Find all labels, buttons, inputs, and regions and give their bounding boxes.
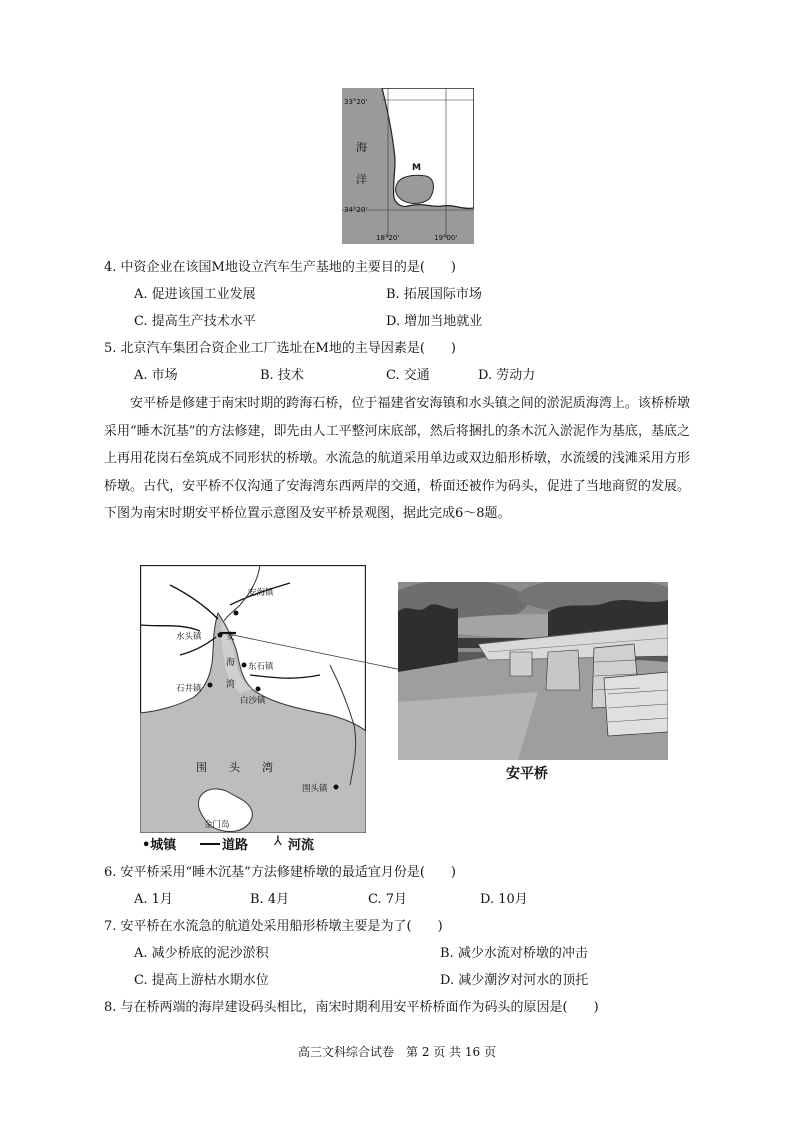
map2-bay-char-1: 安 [226, 632, 236, 642]
passage-anping-bridge: 安平桥是修建于南宋时期的跨海石桥，位于福建省安海镇和水头镇之间的淤泥质海湾上。该桥桥墩采用“睡木沉基”的方法修建，即先由人工平整河床底部，然后将捆扎的条木沉入淤泥作为基底，基底之上再用花岗石垒筑成不同形状的桥墩。水流急的航道采用单边或双边船形桥墩，水流缓的浅滩采用方形桥墩。古代，安平桥不仅沟通了安海湾东西两岸的交通，桥面还被作为码头，促进了当地商贸的发展。下图为南宋时期安平桥位置示意图及安平桥景观图，据此完成6～8题。 [104, 396, 690, 521]
q6-option-d: D. 10月 [480, 892, 528, 907]
page-footer: 高三文科综合试卷 第 2 页 共 16 页 [298, 1045, 496, 1059]
legend-river: 河流 [288, 838, 315, 853]
legend-river-symbol: ⅄ [274, 834, 282, 849]
map2-bay-char-3: 湾 [226, 680, 236, 690]
map2-bay-char-2: 海 [226, 658, 236, 668]
q5-option-d: D. 劳动力 [478, 368, 536, 383]
q4-option-c: C. 提高生产技术水平 [134, 314, 256, 329]
q6-option-c: C. 7月 [368, 892, 408, 907]
legend-road-symbol [200, 843, 220, 845]
q5-stem: 5. 北京汽车集团合资企业工厂选址在M地的主导因素是( ) [104, 341, 456, 356]
map2-jinmen-island: 金门岛 [204, 820, 230, 830]
map1-lon-right: 19°00' [434, 234, 458, 242]
q8-stem: 8. 与在桥两端的海岸建设码头相比，南宋时期利用安平桥桥面作为码头的原因是( ) [104, 1000, 599, 1015]
q5-option-b: B. 技术 [260, 368, 304, 383]
q7-option-c: C. 提高上游枯水期水位 [134, 973, 269, 988]
q6-option-b: B. 4月 [250, 892, 290, 907]
map1-lat-bottom: 34°20' [344, 206, 368, 214]
q5-option-c: C. 交通 [386, 368, 430, 383]
map2-town-anhai: 安海镇 [248, 588, 274, 598]
q6-option-a: A. 1月 [134, 892, 173, 907]
map1-lon-left: 18°20' [376, 234, 400, 242]
map2-town-baisha: 白沙镇 [240, 696, 266, 706]
map2-town-shijing: 石井镇 [176, 684, 202, 694]
q4-option-a: A. 促进该国工业发展 [134, 287, 256, 302]
map1-sea-char-1: 海 [356, 141, 367, 154]
map2-town-weitou: 围头镇 [302, 784, 328, 794]
q4-option-d: D. 增加当地就业 [386, 314, 483, 329]
q7-option-d: D. 减少潮汐对河水的顶托 [440, 973, 589, 988]
map-anping-bridge-location [140, 565, 366, 833]
q7-option-b: B. 减少水流对桥墩的冲击 [440, 946, 588, 961]
q7-stem: 7. 安平桥在水流急的航道处采用船形桥墩主要是为了( ) [104, 919, 443, 934]
map2-town-dongshi: 东石镇 [248, 662, 274, 672]
map2-weitou-bay: 围 头 湾 [196, 761, 273, 774]
q4-option-b: B. 拓展国际市场 [386, 287, 482, 302]
anping-bridge-photo [398, 582, 668, 760]
map-legend [142, 834, 372, 852]
legend-road: 道路 [222, 838, 249, 853]
q6-stem: 6. 安平桥采用“睡木沉基”方法修建桥墩的最适宜月份是( ) [104, 865, 456, 880]
map1-lat-top: 33°20' [344, 98, 368, 106]
photo-caption: 安平桥 [506, 766, 548, 782]
legend-town: •城镇 [142, 838, 177, 853]
map2-town-shuitou: 水头镇 [176, 632, 202, 642]
q7-option-a: A. 减少桥底的泥沙淤积 [134, 946, 269, 961]
map-m-location [342, 88, 474, 244]
q4-stem: 4. 中资企业在该国M地设立汽车生产基地的主要目的是( ) [104, 260, 456, 275]
map1-sea-char-2: 洋 [356, 173, 367, 186]
q5-option-a: A. 市场 [134, 368, 178, 383]
connector-line [220, 620, 410, 680]
map1-point-m: M [412, 163, 421, 173]
